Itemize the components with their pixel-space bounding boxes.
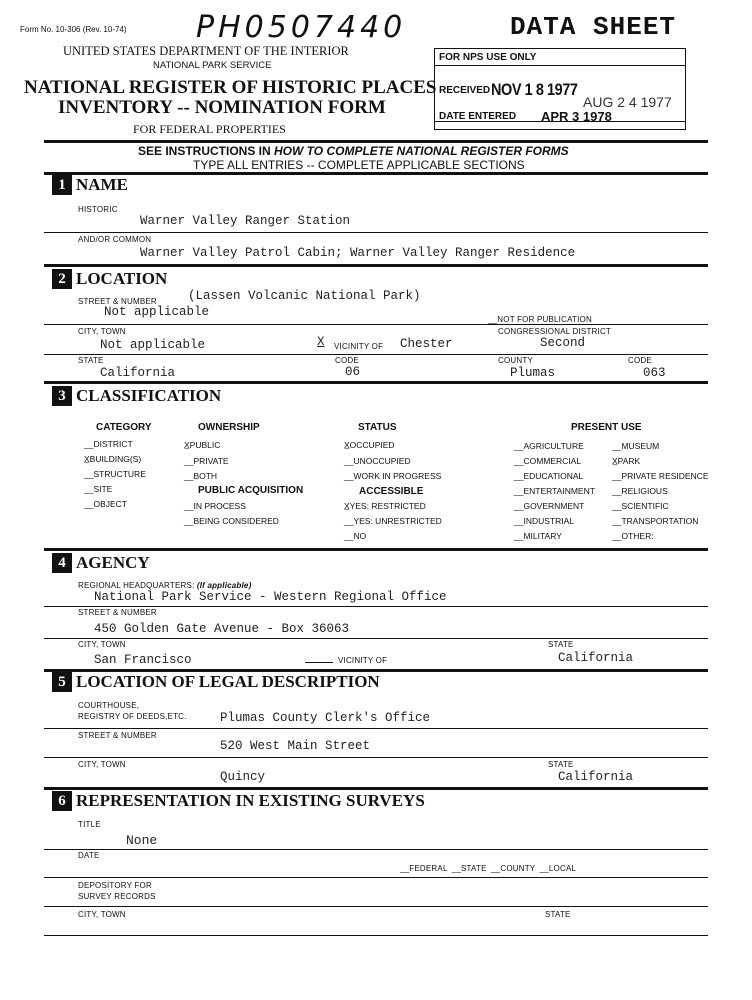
section4-number: 4 [52, 553, 72, 573]
common-name-label: AND/OR COMMON [78, 235, 152, 244]
service-name: NATIONAL PARK SERVICE [153, 60, 272, 71]
congressional-district-value: Second [540, 336, 586, 350]
legal-state-value: California [558, 770, 634, 784]
agency-vicinity-rule [305, 662, 333, 663]
instructions-prefix: SEE INSTRUCTIONS IN [138, 144, 275, 158]
historic-label: HISTORIC [78, 205, 118, 214]
form-title-line1: NATIONAL REGISTER OF HISTORIC PLACES [24, 77, 437, 98]
form-subtitle: FOR FEDERAL PROPERTIES [133, 122, 286, 136]
county-code-value: 063 [643, 366, 666, 380]
status-occupied: X̲OCCUPIED [344, 440, 395, 450]
section2-number: 2 [52, 269, 72, 289]
state-code-value: 06 [345, 365, 361, 379]
section5-title: LOCATION OF LEGAL DESCRIPTION [76, 672, 380, 691]
status-unoccupied: __UNOCCUPIED [344, 456, 411, 466]
rule [44, 906, 708, 907]
depository-label-line2: SURVEY RECORDS [78, 892, 156, 901]
public-acquisition-heading: PUBLIC ACQUISITION [198, 485, 304, 496]
survey-levels: __FEDERAL __STATE __COUNTY __LOCAL [400, 864, 577, 873]
ownership-both: __BOTH [184, 471, 218, 481]
instructions-line2: TYPE ALL ENTRIES -- COMPLETE APPLICABLE SECTIONS [193, 158, 525, 172]
section6-title: REPRESENTATION IN EXISTING SURVEYS [76, 791, 425, 810]
category-district: __DISTRICT [84, 439, 133, 449]
accessible-unrestricted: __YES: UNRESTRICTED [344, 516, 442, 526]
survey-city-label: CITY, TOWN [78, 910, 126, 919]
not-for-publication-label: __NOT FOR PUBLICATION [488, 315, 592, 324]
vicinity-label: VICINITY OF [334, 342, 384, 351]
accessible-no: __NO [344, 531, 367, 541]
legal-street-label: STREET & NUMBER [78, 731, 157, 740]
street-label: STREET & NUMBER [78, 297, 157, 306]
code-label: CODE [335, 356, 359, 365]
date-entered-stamp: APR 3 1978 [541, 109, 612, 124]
handwritten-reference: PH0507440 [196, 10, 407, 45]
use-religious: __RELIGIOUS [612, 486, 668, 496]
survey-title-label: TITLE [78, 820, 101, 829]
survey-state-label: STATE [545, 910, 571, 919]
legal-state-label: STATE [548, 760, 574, 769]
street-note: (Lassen Volcanic National Park) [188, 289, 421, 303]
rule [44, 728, 708, 729]
date-entered-label: DATE ENTERED [439, 111, 517, 122]
courthouse-value: Plumas County Clerk's Office [220, 711, 431, 725]
use-government: __GOVERNMENT [514, 501, 585, 511]
section5-number: 5 [52, 672, 72, 692]
vicinity-value: Chester [400, 337, 453, 351]
state-value: California [100, 366, 176, 380]
courthouse-label-line2: REGISTRY OF DEEDS,ETC. [78, 712, 187, 721]
legal-street-value: 520 West Main Street [220, 739, 371, 753]
accessible-heading: ACCESSIBLE [359, 486, 424, 497]
nps-use-label: FOR NPS USE ONLY [439, 52, 537, 63]
ownership-public: X̲PUBLIC [184, 440, 221, 450]
agency-city-value: San Francisco [94, 653, 192, 667]
depository-label-line1: DEPOSITORY FOR [78, 881, 152, 890]
use-museum: __MUSEUM [612, 441, 660, 451]
survey-title-value: None [126, 833, 158, 848]
status-heading: STATUS [358, 422, 397, 433]
section6-top-rule [44, 787, 708, 790]
ownership-private: __PRIVATE [184, 456, 229, 466]
category-object: __OBJECT [84, 499, 127, 509]
rule [44, 935, 708, 936]
legal-city-label: CITY, TOWN [78, 760, 126, 769]
use-park: X̲PARK [612, 456, 641, 466]
form-number: Form No. 10-306 (Rev. 10-74) [20, 25, 127, 34]
section1-number: 1 [52, 175, 72, 195]
rule [44, 638, 708, 639]
use-military: __MILITARY [514, 531, 562, 541]
county-label: COUNTY [498, 356, 533, 365]
survey-date-label: DATE [78, 851, 100, 860]
form-title-line2: INVENTORY -- NOMINATION FORM [58, 97, 386, 118]
rule [44, 232, 708, 233]
section4-top-rule [44, 548, 708, 551]
rule [44, 849, 708, 850]
regional-hq-value: National Park Service - Western Regional Office [94, 590, 447, 604]
use-agriculture: __AGRICULTURE [514, 441, 584, 451]
rule [44, 606, 708, 607]
congressional-district-label: CONGRESSIONAL DISTRICT [498, 327, 612, 336]
city-value: Not applicable [100, 338, 206, 352]
vicinity-mark: X [317, 335, 325, 349]
category-structure: __STRUCTURE [84, 469, 146, 479]
agency-state-label: STATE [548, 640, 574, 649]
rule [44, 324, 708, 325]
agency-street-label: STREET & NUMBER [78, 608, 157, 617]
header-rule [44, 140, 708, 143]
nps-use-box [434, 48, 686, 130]
section3-number: 3 [52, 386, 72, 406]
use-educational: __EDUCATIONAL [514, 471, 584, 481]
rule [44, 877, 708, 878]
section2-top-rule [44, 264, 708, 267]
section1-top-rule [44, 172, 708, 175]
historic-name-value: Warner Valley Ranger Station [140, 214, 351, 228]
agency-city-label: CITY, TOWN [78, 640, 126, 649]
county-code-label: CODE [628, 356, 652, 365]
county-value: Plumas [510, 366, 556, 380]
regional-hq-label [78, 581, 251, 590]
accessible-restricted: X̲YES: RESTRICTED [344, 501, 426, 511]
use-other: __OTHER: [612, 531, 654, 541]
street-value: Not applicable [104, 305, 210, 319]
section6-number: 6 [52, 791, 72, 811]
received-stamp: NOV 1 8 1977 [491, 80, 578, 99]
state-label: STATE [78, 356, 104, 365]
use-entertainment: __ENTERTAINMENT [514, 486, 595, 496]
common-name-value: Warner Valley Patrol Cabin; Warner Valley Ranger Residence [140, 246, 576, 260]
agency-street-value: 450 Golden Gate Avenue - Box 36063 [94, 622, 350, 636]
rule [44, 757, 708, 758]
acquisition-in-process: __IN PROCESS [184, 501, 246, 511]
city-label: CITY, TOWN [78, 327, 126, 336]
section3-title: CLASSIFICATION [76, 386, 222, 405]
agency-vicinity-label: VICINITY OF [338, 656, 388, 665]
rule [44, 354, 708, 355]
data-sheet-heading: DATA SHEET [510, 12, 677, 42]
received-stamp-second: AUG 2 4 1977 [583, 94, 672, 110]
use-industrial: __INDUSTRIAL [514, 516, 574, 526]
category-buildings: X̲BUILDING(S) [84, 454, 142, 464]
acquisition-being-considered: __BEING CONSIDERED [184, 516, 279, 526]
received-label: RECEIVED [439, 85, 491, 96]
use-commercial: __COMMERCIAL [514, 456, 582, 466]
agency-state-value: California [558, 651, 634, 665]
status-work-in-progress: __WORK IN PROGRESS [344, 471, 442, 481]
section3-top-rule [44, 381, 708, 384]
courthouse-label-line1: COURTHOUSE, [78, 701, 140, 710]
section1-title: NAME [76, 175, 128, 194]
use-transportation: __TRANSPORTATION [612, 516, 699, 526]
department-name: UNITED STATES DEPARTMENT OF THE INTERIOR [63, 44, 349, 58]
ownership-heading: OWNERSHIP [198, 422, 260, 433]
instructions-line1 [138, 144, 569, 158]
use-private-residence: __PRIVATE RESIDENCE [612, 471, 709, 481]
category-site: __SITE [84, 484, 113, 494]
regional-hq-note: (If applicable) [196, 581, 252, 590]
present-use-heading: PRESENT USE [571, 422, 642, 433]
section4-title: AGENCY [76, 553, 150, 572]
regional-hq-label-text: REGIONAL HEADQUARTERS: [78, 581, 195, 590]
use-scientific: __SCIENTIFIC [612, 501, 669, 511]
section2-title: LOCATION [76, 269, 168, 288]
category-heading: CATEGORY [96, 422, 152, 433]
legal-city-value: Quincy [220, 770, 266, 784]
instructions-reference: HOW TO COMPLETE NATIONAL REGISTER FORMS [274, 144, 569, 158]
